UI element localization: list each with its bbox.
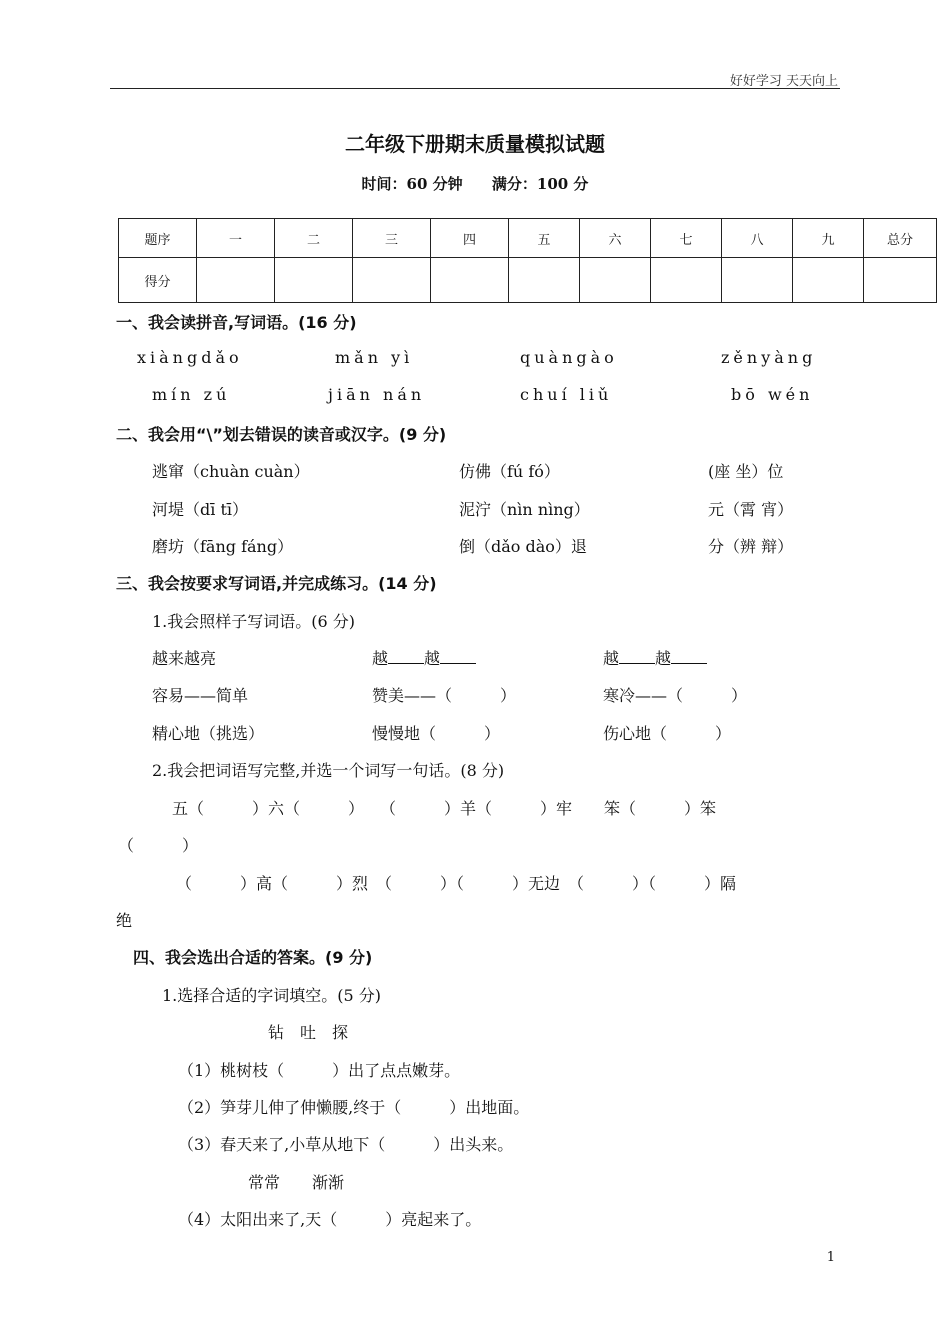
list-item: (座 坐）位 — [708, 462, 784, 481]
section-3-heading: 三、我会按要求写词语,并完成练习。(14 分) — [116, 574, 437, 593]
score-cell[interactable] — [651, 258, 722, 303]
section-1-heading: 一、我会读拼音,写词语。(16 分) — [116, 313, 357, 332]
score-table-header-row — [119, 219, 937, 258]
list-item: 元（霄 宵） — [708, 500, 794, 519]
question-item: （3）春天来了,小草从地下（ ）出头来。 — [178, 1135, 514, 1154]
pattern-char: 越 — [655, 649, 672, 668]
score-cell[interactable] — [353, 258, 431, 303]
table-cell: 题序 — [119, 219, 197, 258]
score-cell[interactable] — [509, 258, 580, 303]
word-choices: 常常 渐渐 — [248, 1173, 345, 1192]
list-item: 伤心地（ ） — [603, 724, 732, 743]
table-cell: 二 — [275, 219, 353, 258]
subquestion-title: 1.我会照样子写词语。(6 分) — [152, 612, 356, 631]
list-item: 磨坊（fāng fáng） — [152, 537, 294, 556]
exam-info — [0, 173, 950, 194]
table-cell: 得分 — [119, 258, 197, 303]
table-cell: 五 — [509, 219, 580, 258]
pinyin-item: xiàngdǎo — [137, 348, 243, 367]
list-item: 泥泞（nìn nìng） — [459, 500, 590, 519]
table-cell: 总分 — [864, 219, 937, 258]
question-item: （4）太阳出来了,天（ ）亮起来了。 — [178, 1210, 482, 1229]
fill-pattern — [603, 646, 707, 669]
score-cell[interactable] — [722, 258, 793, 303]
subquestion-title: 2.我会把词语写完整,并选一个词写一句话。(8 分) — [152, 761, 505, 780]
list-item: 精心地（挑选） — [152, 724, 265, 743]
idiom-fill-line: 绝 — [116, 911, 133, 930]
table-cell: 六 — [580, 219, 651, 258]
pinyin-item: quàngào — [520, 348, 618, 367]
score-cell[interactable] — [864, 258, 937, 303]
section-4-heading: 四、我会选出合适的答案。(9 分) — [133, 948, 373, 967]
list-item: 寒冷——（ ） — [603, 686, 748, 705]
pinyin-item: jiān nán — [328, 385, 426, 404]
answer-blank[interactable] — [388, 649, 424, 664]
list-item: 赞美——（ ） — [372, 686, 517, 705]
list-item: 仿佛（fú fó） — [459, 462, 560, 481]
time-limit: 时间：60 分钟 — [361, 175, 463, 193]
subquestion-title: 1.选择合适的字词填空。(5 分) — [162, 986, 382, 1005]
score-cell[interactable] — [197, 258, 275, 303]
idiom-fill-line: （ ）高（ ）烈 （ ）（ ）无边 （ ）（ ）隔 — [176, 874, 737, 893]
fill-pattern — [372, 646, 476, 669]
score-table-score-row — [119, 258, 937, 303]
score-cell[interactable] — [580, 258, 651, 303]
answer-blank[interactable] — [440, 649, 476, 664]
pinyin-item: zěnyàng — [721, 348, 817, 367]
pattern-char: 越 — [424, 649, 441, 668]
question-item: （1）桃树枝（ ）出了点点嫩芽。 — [178, 1061, 461, 1080]
idiom-fill-line: （ ） — [118, 836, 199, 855]
list-item: 逃窜（chuàn cuàn） — [152, 462, 310, 481]
page-title: 二年级下册期末质量模拟试题 — [345, 132, 605, 156]
score-table — [118, 218, 937, 303]
pattern-char: 越 — [372, 649, 389, 668]
score-cell[interactable] — [275, 258, 353, 303]
header-motto: 好好学习 天天向上 — [729, 74, 838, 89]
pinyin-item: bō wén — [731, 385, 814, 404]
list-item: 河堤（dī tī） — [152, 500, 248, 519]
table-cell: 三 — [353, 219, 431, 258]
table-cell: 一 — [197, 219, 275, 258]
idiom-fill-line: 五（ ）六（ ） （ ）羊（ ）牢 笨（ ）笨 — [172, 799, 717, 818]
header-rule — [110, 88, 840, 89]
score-cell[interactable] — [431, 258, 509, 303]
question-item: （2）笋芽儿伸了伸懒腰,终于（ ）出地面。 — [178, 1098, 530, 1117]
list-item: 分（辨 辩） — [708, 537, 794, 556]
pinyin-item: mǎn yì — [335, 348, 414, 367]
table-cell: 四 — [431, 219, 509, 258]
pinyin-item: mín zú — [152, 385, 231, 404]
table-cell: 八 — [722, 219, 793, 258]
answer-blank[interactable] — [671, 649, 707, 664]
list-item: 慢慢地（ ） — [372, 724, 501, 743]
list-item: 容易——简单 — [152, 686, 249, 705]
table-cell: 九 — [793, 219, 864, 258]
full-score: 满分：100 分 — [491, 175, 589, 193]
pinyin-item: chuí liǔ — [520, 385, 613, 404]
word-choices: 钻 吐 探 — [268, 1023, 349, 1042]
section-2-heading: 二、我会用“\”划去错误的读音或汉字。(9 分) — [116, 425, 447, 444]
table-cell: 七 — [651, 219, 722, 258]
page-number: 1 — [826, 1250, 835, 1265]
answer-blank[interactable] — [619, 649, 655, 664]
score-cell[interactable] — [793, 258, 864, 303]
list-item: 倒（dǎo dào）退 — [459, 537, 587, 556]
example-word: 越来越亮 — [152, 649, 217, 668]
pattern-char: 越 — [603, 649, 620, 668]
